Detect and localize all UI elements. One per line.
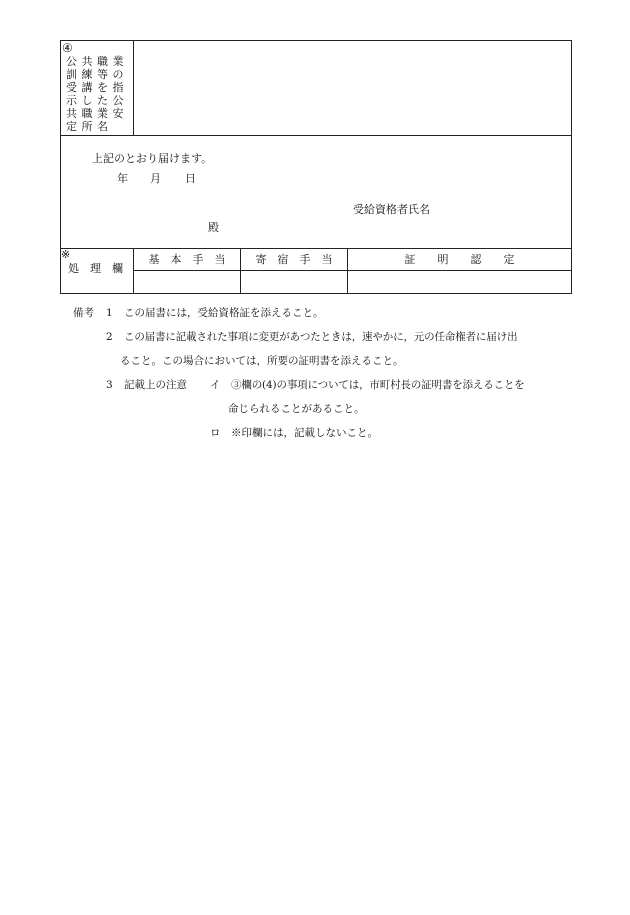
boarding-allowance-field[interactable]: [242, 272, 346, 292]
note-3-sub-mark-i: イ: [210, 379, 221, 391]
basic-allowance-header: 基 本 手 当: [148, 253, 226, 266]
note-1-number: 1: [106, 307, 113, 319]
note-3-heading: 記載上の注意: [124, 379, 187, 391]
note-3-sub-mark-ro: ロ: [210, 427, 221, 439]
processing-label: 処 理 欄: [68, 262, 123, 275]
applicant-name-field[interactable]: [436, 201, 566, 217]
applicant-name-label: 受給資格者氏名: [353, 203, 430, 216]
section4-number: ④: [62, 41, 73, 55]
table-divider-declaration: [60, 248, 572, 249]
note-2-continuation: ること。この場合においては，所要の証明書を添えること。: [120, 355, 404, 367]
processing-mark: ※: [61, 248, 71, 261]
section4-label-line: 受講を指: [66, 81, 128, 94]
note-2-text: この届書に記載された事項に変更があつたときは，速やかに，元の任命権者に届け出: [124, 331, 518, 343]
certification-header: 証 明 認 定: [404, 253, 515, 266]
note-3-sub-i-continuation: 命じられることがあること。: [228, 403, 365, 415]
table-divider-section4: [60, 135, 572, 136]
certification-field[interactable]: [349, 272, 570, 292]
section4-label-line: 示した公: [66, 94, 128, 107]
table-border-right: [571, 40, 572, 293]
date-year-label: 年: [117, 172, 128, 185]
section4-label-line: 共職業安: [66, 107, 128, 120]
addressee-honorific: 殿: [208, 221, 219, 234]
section4-label-divider: [133, 40, 134, 136]
note-2-number: 2: [106, 331, 113, 343]
section4-label-line: 訓練等の: [66, 68, 128, 81]
declaration-text: 上記のとおり届けます。: [92, 152, 213, 165]
boarding-allowance-header: 寄 宿 手 当: [255, 253, 333, 266]
addressee-field[interactable]: [92, 219, 202, 235]
table-border-bottom: [60, 293, 572, 294]
section4-label: [66, 55, 132, 133]
date-day-label: 日: [185, 172, 196, 185]
table-divider-processing: [133, 270, 572, 271]
date-month-label: 月: [150, 172, 161, 185]
note-3-sub-i-text: ③欄の(4)の事項については，市町村長の証明書を添えることを: [231, 379, 525, 391]
section4-label-line: 定所名: [66, 120, 113, 133]
notes-title: 備考: [73, 307, 94, 319]
note-1-text: この届書には，受給資格証を添えること。: [124, 307, 324, 319]
table-border-top: [60, 40, 572, 41]
note-3-number: 3: [106, 379, 113, 391]
section4-value-field[interactable]: [136, 44, 568, 132]
note-3-sub-ro-text: ※印欄には，記載しないこと。: [231, 427, 378, 439]
basic-allowance-field[interactable]: [135, 272, 239, 292]
section4-label-line: 公共職業: [66, 55, 128, 68]
